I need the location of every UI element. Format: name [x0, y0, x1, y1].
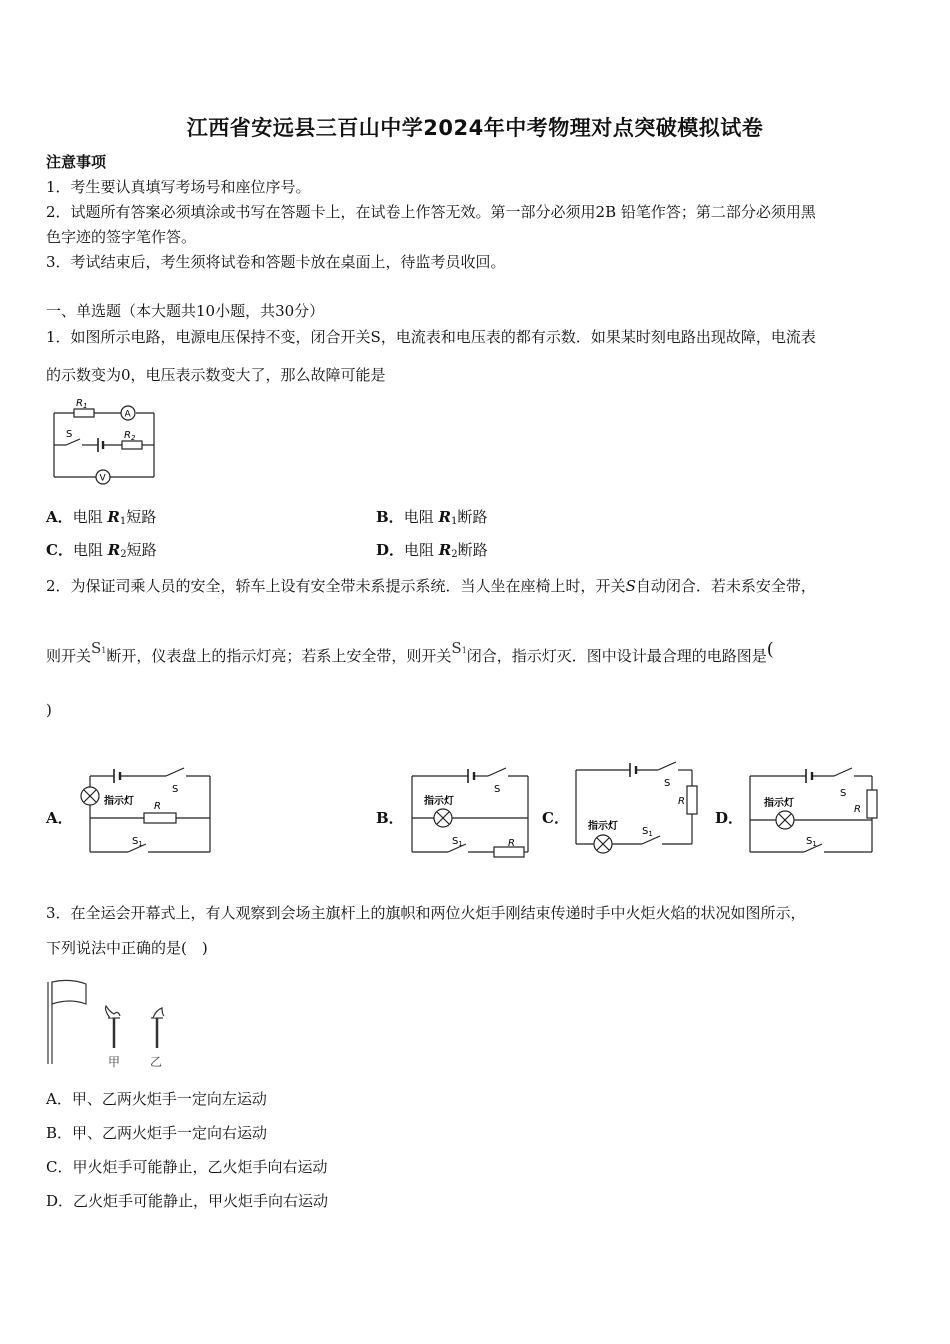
q2d-r-label: R — [854, 804, 861, 815]
q3-option-b[interactable]: B．甲、乙两火炬手一定向右运动 — [46, 1124, 268, 1142]
q2-s1-inline-2: S1 — [451, 639, 467, 657]
q2-circuit-c — [568, 758, 702, 862]
q3-option-a[interactable]: A．甲、乙两火炬手一定向左运动 — [46, 1090, 267, 1108]
q3-stem-line1: 3．在全运会开幕式上，有人观察到会场主旗杆上的旗帜和两位火炬手刚结束传递时手中火炬火焰的状况如图所示， — [46, 904, 806, 922]
page-title: 江西省安远县三百山中学2024年中考物理对点突破模拟试卷 — [186, 116, 764, 140]
q1-option-c[interactable]: C．电阻 $R_2$短路 — [46, 541, 157, 560]
q2-option-b[interactable]: B． — [376, 809, 404, 827]
q3-label-jia: 甲 — [108, 1055, 121, 1069]
q2a-r-label: R — [154, 801, 161, 812]
q1-switch-label: S — [66, 429, 73, 440]
q3-option-c[interactable]: C．甲火炬手可能静止，乙火炬手向右运动 — [46, 1158, 328, 1176]
notice-item-3: 3．考试结束后，考生须将试卷和答题卡放在桌面上，待监考员收回。 — [46, 253, 506, 271]
q2b-r-label: R — [508, 838, 515, 849]
q1-voltmeter-label: V — [99, 473, 106, 484]
q1-stem-line1: 1．如图所示电路，电源电压保持不变，闭合开关S，电流表和电压表的都有示数．如果某时刻电路出现故障，电流表 — [46, 328, 816, 346]
q2c-s-label: S — [664, 778, 671, 789]
section-heading: 一、单选题（本大题共10小题，共30分） — [46, 302, 325, 320]
q2b-s1-label: $S_1$ — [452, 836, 463, 848]
notice-item-2-cont: 色字迹的签字笔作答。 — [46, 228, 197, 246]
q2d-s-label: S — [840, 788, 847, 799]
notice-item-2: 2．试题所有答案必须填涂或书写在答题卡上，在试卷上作答无效。第一部分必须用2B 铅笔作答；第二部分必须用黑 — [46, 203, 816, 221]
q2a-lamp-label: 指示灯 — [104, 796, 134, 807]
q2b-s-label: S — [494, 784, 501, 795]
q2c-s1-label: $S_1$ — [642, 826, 653, 838]
q2a-s1-label: $S_1$ — [132, 836, 143, 848]
q1-option-d[interactable]: D．电阻 $R_2$断路 — [376, 541, 488, 560]
q2-circuit-a — [74, 764, 216, 860]
q2b-lamp-label: 指示灯 — [424, 796, 454, 807]
q1-option-a[interactable]: A．电阻 $R_1$短路 — [46, 508, 157, 527]
q2-circuit-b — [404, 764, 536, 860]
q2-option-d[interactable]: D． — [715, 809, 744, 827]
q2-option-c[interactable]: C． — [542, 809, 569, 827]
q3-stem-line2: 下列说法中正确的是( ) — [46, 939, 208, 957]
q2d-lamp-label: 指示灯 — [764, 798, 794, 809]
q3-label-yi: 乙 — [150, 1055, 163, 1069]
q2-paren-close: ) — [46, 701, 52, 719]
q2-circuit-d — [742, 764, 882, 860]
notice-heading: 注意事项 — [46, 153, 107, 171]
q1-option-b[interactable]: B．电阻 $R_1$断路 — [376, 508, 488, 527]
q2c-lamp-label: 指示灯 — [588, 821, 618, 832]
q2c-r-label: R — [678, 796, 685, 807]
q1-stem-line2: 的示数变为0，电压表示数变大了，那么故障可能是 — [46, 366, 386, 384]
q3-option-d[interactable]: D．乙火炬手可能静止，甲火炬手向右运动 — [46, 1192, 329, 1210]
q2-stem-line2: 则开关S1断开，仪表盘上的指示灯亮；若系上安全带，则开关S1闭合，指示灯灭．图中设计最合理的电路图是( — [46, 639, 774, 665]
q2-s1-inline-1: S1 — [91, 639, 107, 657]
q2d-s1-label: $S_1$ — [806, 836, 817, 848]
q3-flag-torch-diagram — [40, 974, 180, 1070]
q1-circuit-diagram — [46, 395, 162, 487]
q2-option-a[interactable]: A． — [46, 809, 73, 827]
q2a-s-label: S — [172, 784, 179, 795]
q1-r2-label: $R_2$ — [124, 430, 136, 442]
q1-r1-label: $R_1$ — [76, 398, 88, 410]
q2-stem-line1: 2．为保证司乘人员的安全，轿车上设有安全带未系提示系统．当人坐在座椅上时，开关S自动闭合．若未系安全带， — [46, 577, 816, 595]
q1-ammeter-label: A — [124, 409, 131, 420]
notice-item-1: 1．考生要认真填写考场号和座位序号。 — [46, 178, 311, 196]
